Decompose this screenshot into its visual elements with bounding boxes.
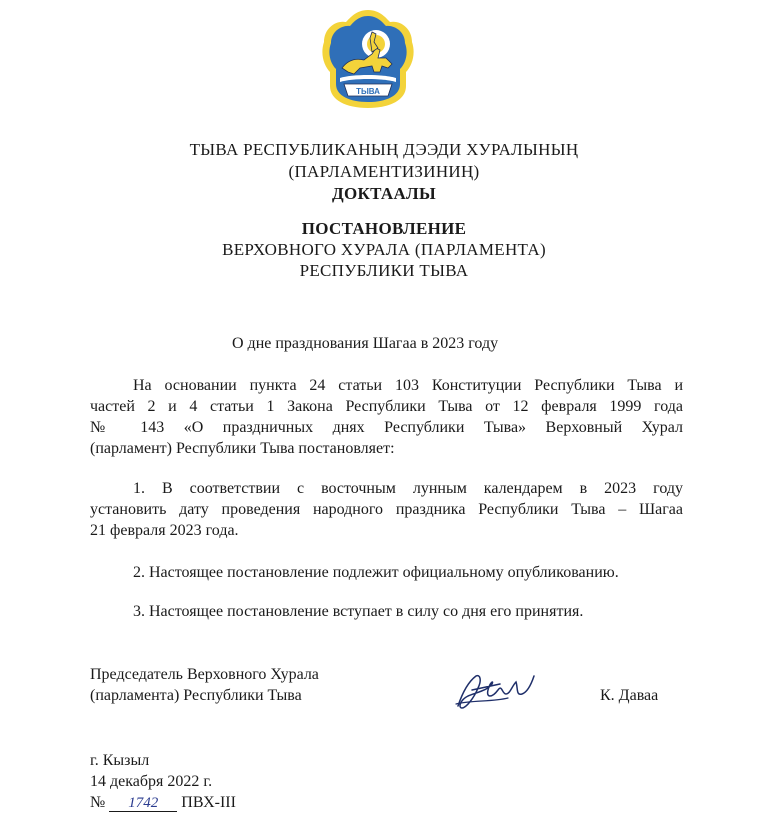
header-doktaaly: ДОКТААЛЫ — [331, 184, 437, 203]
date: 14 декабря 2022 г. — [90, 773, 213, 790]
number-suffix: ПВХ-III — [181, 794, 236, 811]
header-postanovlenie: ПОСТАНОВЛЕНИЕ — [301, 219, 467, 238]
preamble-line1: На основании пункта 24 статьи 103 Конституции Республики Тыва и — [133, 377, 683, 394]
emblem-ribbon-text: ТЫВА — [356, 87, 380, 96]
preamble-line4: (парламент) Республики Тыва постановляет: — [90, 440, 395, 457]
header-respubliki-tyva: РЕСПУБЛИКИ ТЫВА — [299, 261, 469, 280]
header-verhovnogo-hurala: ВЕРХОВНОГО ХУРАЛА (ПАРЛАМЕНТА) — [222, 240, 546, 259]
handwritten-signature — [452, 664, 538, 714]
item3: 3. Настоящее постановление вступает в силу со дня его принятия. — [133, 603, 584, 620]
header-tuvan-line2: (ПАРЛАМЕНТИЗИНИҢ) — [288, 162, 480, 181]
number-handwritten: 1742 — [109, 795, 177, 812]
item1-line3: 21 февраля 2023 года. — [90, 522, 239, 539]
document-title: О дне празднования Шагаа в 2023 году — [232, 335, 499, 352]
signatory-position-line2: (парламента) Республики Тыва — [90, 687, 302, 704]
republic-emblem — [320, 8, 416, 110]
signatory-name: К. Даваа — [600, 687, 659, 704]
number-prefix: № — [90, 794, 106, 811]
city: г. Кызыл — [90, 752, 150, 769]
document-number — [90, 792, 236, 813]
item1-line2: установить дату проведения народного праздника Республики Тыва – Шагаа — [90, 501, 683, 518]
header-tuvan-line1: ТЫВА РЕСПУБЛИКАНЫҢ ДЭЭДИ ХУРАЛЫНЫҢ — [189, 140, 579, 159]
item2: 2. Настоящее постановление подлежит официальному опубликованию. — [133, 564, 619, 581]
signatory-position-line1: Председатель Верховного Хурала — [90, 666, 319, 683]
preamble-line2: частей 2 и 4 статьи 1 Закона Республики Тыва от 12 февраля 1999 года — [90, 398, 683, 415]
preamble-line3: № 143 «О праздничных днях Республики Тыва» Верховный Хурал — [90, 419, 683, 436]
item1-line1: 1. В соответствии с восточным лунным календарем в 2023 году — [133, 480, 683, 497]
